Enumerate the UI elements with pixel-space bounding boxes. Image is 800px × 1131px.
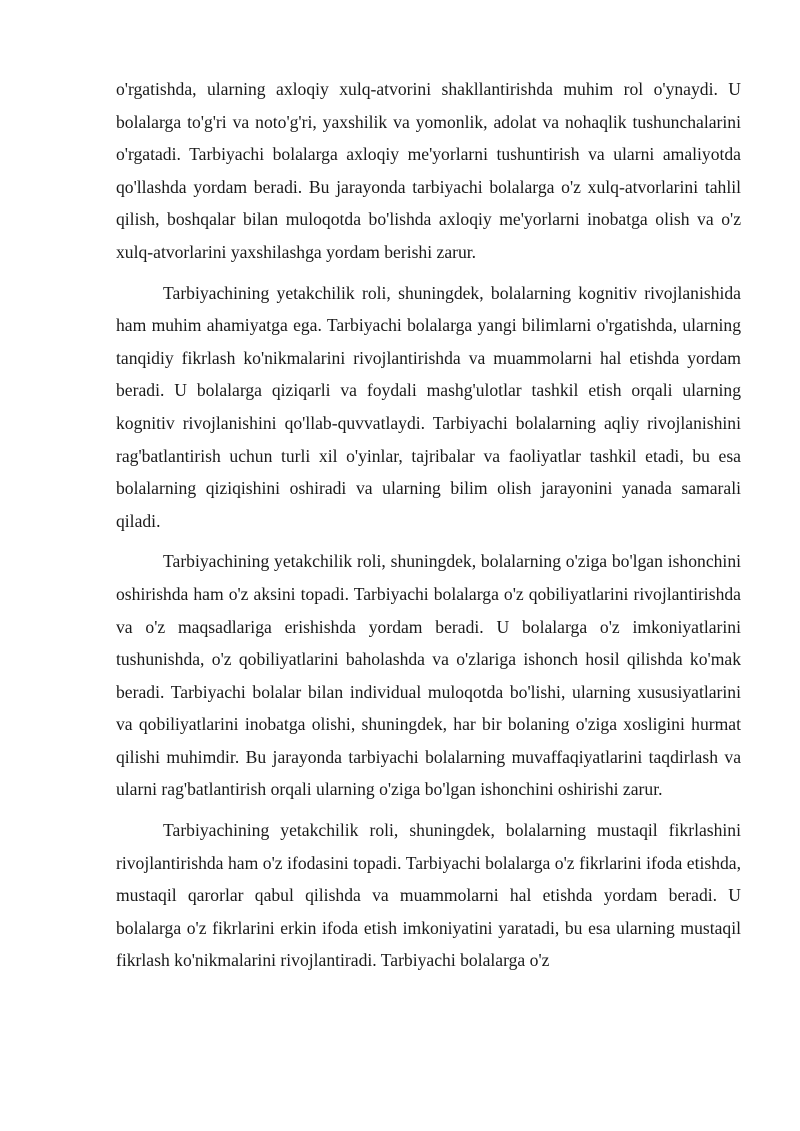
paragraph-self-confidence: Tarbiyachining yetakchilik roli, shuningdek, bolalarning o'ziga bo'lgan ishonchini oshirishda ham o'z aksini topadi. Tarbiyachi bolalarga o'z qobiliyatlarini rivojlantirishda va o'z maqsadlariga erishishda yordam beradi. U bolalarga o'z imkoniyatlarini tushunishda, o'z qobiliyatlarini baholashda va o'zlariga ishonch hosil qilishda ko'mak beradi. Tarbiyachi bolalar bilan individual muloqotda bo'lishi, ularning xususiyatlarini va qobiliyatlarini inobatga olishi, shuningdek, har bir bolaning o'ziga xosligini hurmat qilishi muhimdir. Bu jarayonda tarbiyachi bolalarning muvaffaqiyatlarini taqdirlash va ularni rag'batlantirish orqali ularning o'ziga bo'lgan ishonchini oshirishi zarur. — [116, 551, 741, 800]
body-text — [116, 73, 741, 985]
paragraph-independent-thinking: Tarbiyachining yetakchilik roli, shuningdek, bolalarning mustaqil fikrlashini rivojlantirishda ham o'z ifodasini topadi. Tarbiyachi bolalarga o'z fikrlarini ifoda etishda, mustaqil qarorlar qabul qilishda va muammolarni hal etishda yordam beradi. U bolalarga o'z fikrlarini erkin ifoda etish imkoniyatini yaratadi, bu esa ularning mustaqil fikrlash ko'nikmalarini rivojlantiradi. Tarbiyachi bolalarga o'z — [116, 820, 741, 971]
paragraph-continued: o'rgatishda, ularning axloqiy xulq-atvorini shakllantirishda muhim rol o'ynaydi. U bolalarga to'g'ri va noto'g'ri, yaxshilik va yomonlik, adolat va nohaqlik tushunchalarini o'rgatadi. Tarbiyachi bolalarga axloqiy me'yorlarni tushuntirish va ularni amaliyotda qo'llashda yordam beradi. Bu jarayonda tarbiyachi bolalarga o'z xulq-atvorlarini tahlil qilish, boshqalar bilan muloqotda bo'lishda axloqiy me'yorlarni inobatga olish va o'z xulq-atvorlarini yaxshilashga yordam berishi zarur. — [116, 79, 741, 262]
paragraph-cognitive-development: Tarbiyachining yetakchilik roli, shuningdek, bolalarning kognitiv rivojlanishida ham muhim ahamiyatga ega. Tarbiyachi bolalarga yangi bilimlarni o'rgatishda, ularning tanqidiy fikrlash ko'nikmalarini rivojlantirishda va muammolarni hal etishda yordam beradi. U bolalarga qiziqarli va foydali mashg'ulotlar tashkil etish orqali ularning kognitiv rivojlanishini qo'llab-quvvatlaydi. Tarbiyachi bolalarning aqliy rivojlanishini rag'batlantirish uchun turli xil o'yinlar, tajribalar va faoliyatlar tashkil etadi, bu esa bolalarning qiziqishini oshiradi va ularning bilim olish jarayonini yanada samarali qiladi. — [116, 282, 741, 531]
